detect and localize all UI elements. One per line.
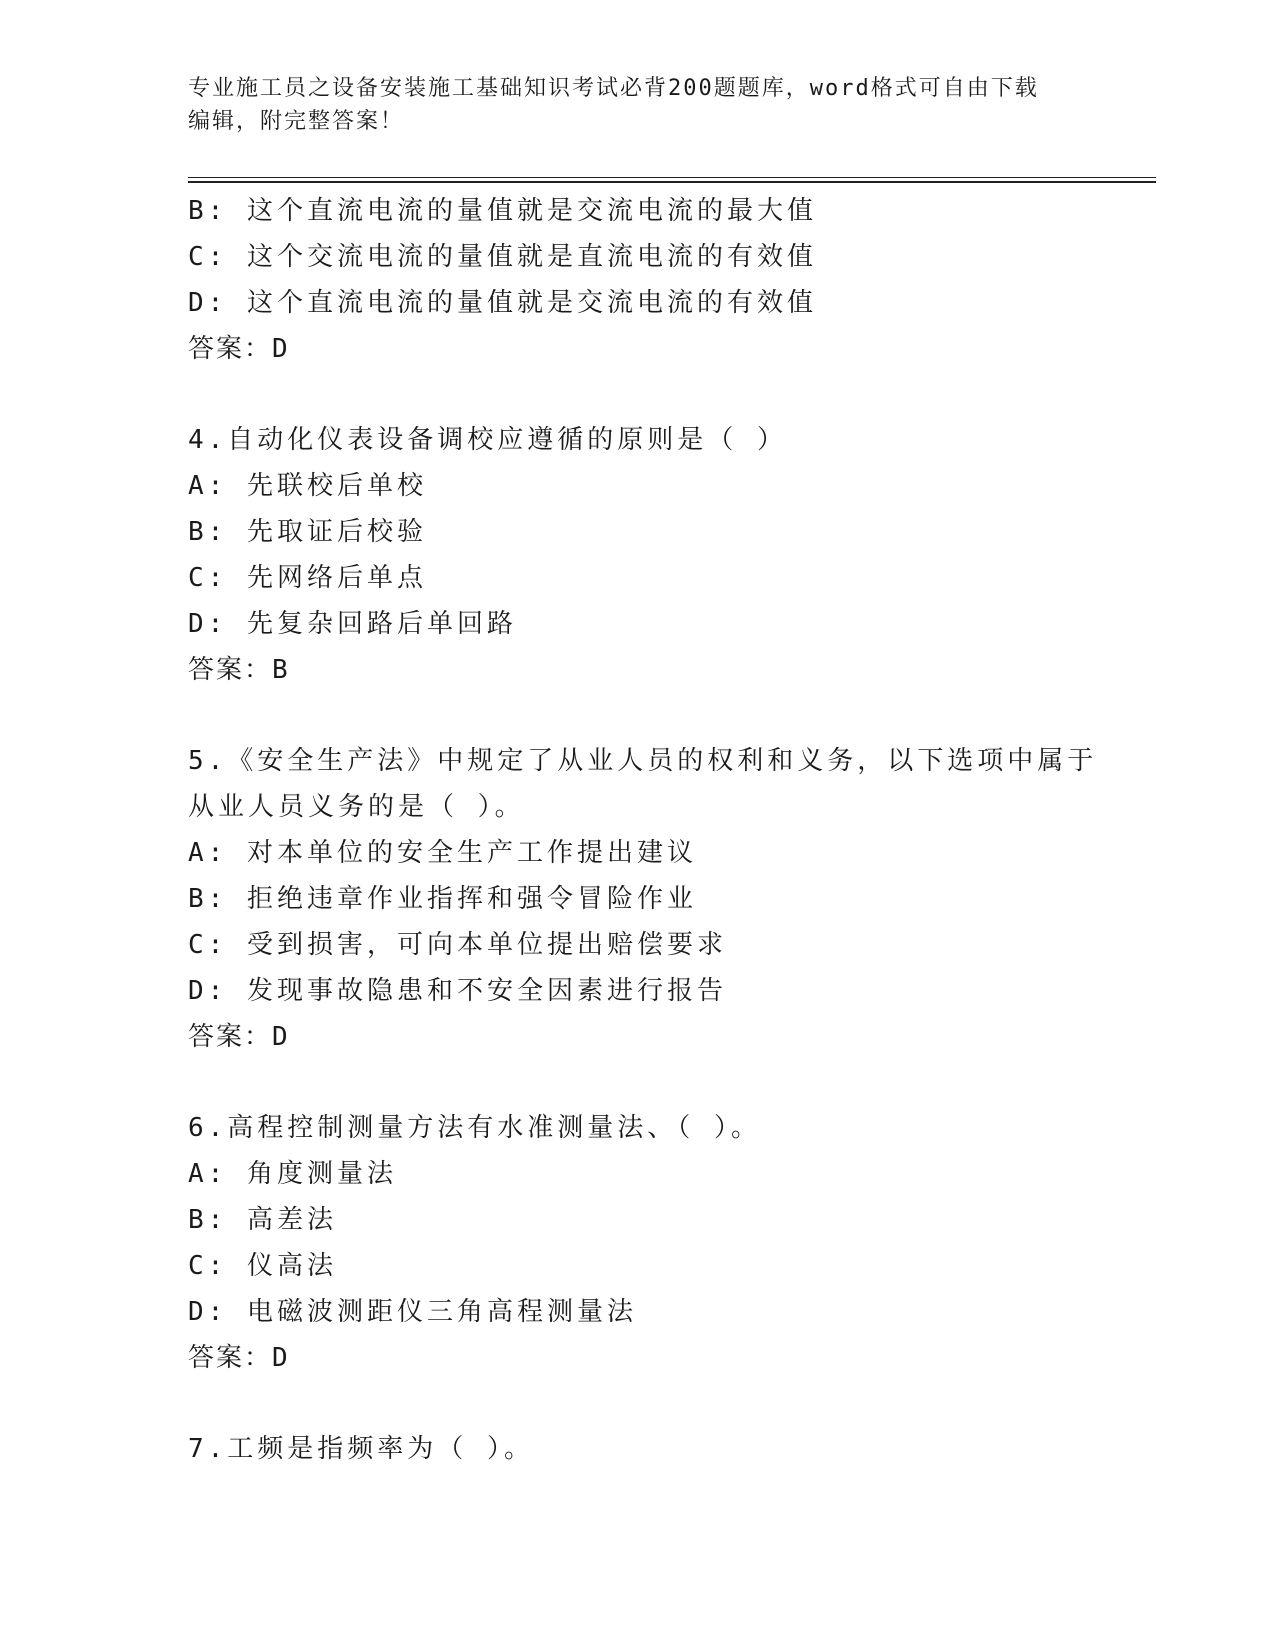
option-c: C: 这个交流电流的量值就是直流电流的有效值 [188,242,817,272]
spacer [188,1381,1088,1426]
question-stem-line-1: 5.《安全生产法》中规定了从业人员的权利和义务，以下选项中属于 [188,746,1098,776]
option-b: B: 拒绝违章作业指挥和强令冒险作业 [188,884,697,914]
option-b: B: 这个直流电流的量值就是交流电流的最大值 [188,196,817,226]
question-7 [188,1426,1088,1472]
header-line-1: 专业施工员之设备安装施工基础知识考试必背200题题库，word格式可自由下载 [188,76,1039,101]
question-stem: 7.工频是指频率为（ ）。 [188,1434,534,1464]
option-d: D: 发现事故隐患和不安全因素进行报告 [188,976,727,1006]
option-c: C: 仪高法 [188,1251,337,1281]
question-stem: 4.自动化仪表设备调校应遵循的原则是（ ） [188,425,787,455]
option-d: D: 电磁波测距仪三角高程测量法 [188,1297,637,1327]
option-d: D: 这个直流电流的量值就是交流电流的有效值 [188,288,817,318]
option-b: B: 高差法 [188,1205,337,1235]
spacer [188,1060,1088,1105]
question-list [188,188,1098,1472]
option-c: C: 受到损害，可向本单位提出赔偿要求 [188,930,727,960]
spacer [188,693,1088,738]
header-divider-thin [188,177,1156,178]
question-4 [188,417,1088,693]
option-a: A: 对本单位的安全生产工作提出建议 [188,838,697,868]
option-d: D: 先复杂回路后单回路 [188,609,517,639]
header-divider-thick [188,181,1156,183]
option-c: C: 先网络后单点 [188,563,427,593]
question-3 [188,188,1088,372]
question-5 [188,738,1098,1060]
answer: 答案：D [188,1343,290,1373]
document-header [188,72,1068,138]
answer: 答案：D [188,334,290,364]
header-line-2: 编辑，附完整答案！ [188,109,405,134]
question-stem: 6.高程控制测量方法有水准测量法、（ ）。 [188,1113,761,1143]
answer: 答案：B [188,655,290,685]
option-a: A: 角度测量法 [188,1159,397,1189]
spacer [188,372,1088,417]
answer: 答案：D [188,1022,290,1052]
question-6 [188,1105,1088,1381]
question-stem-line-2: 从业人员义务的是（ ）。 [188,792,525,822]
option-b: B: 先取证后校验 [188,517,427,547]
option-a: A: 先联校后单校 [188,471,427,501]
